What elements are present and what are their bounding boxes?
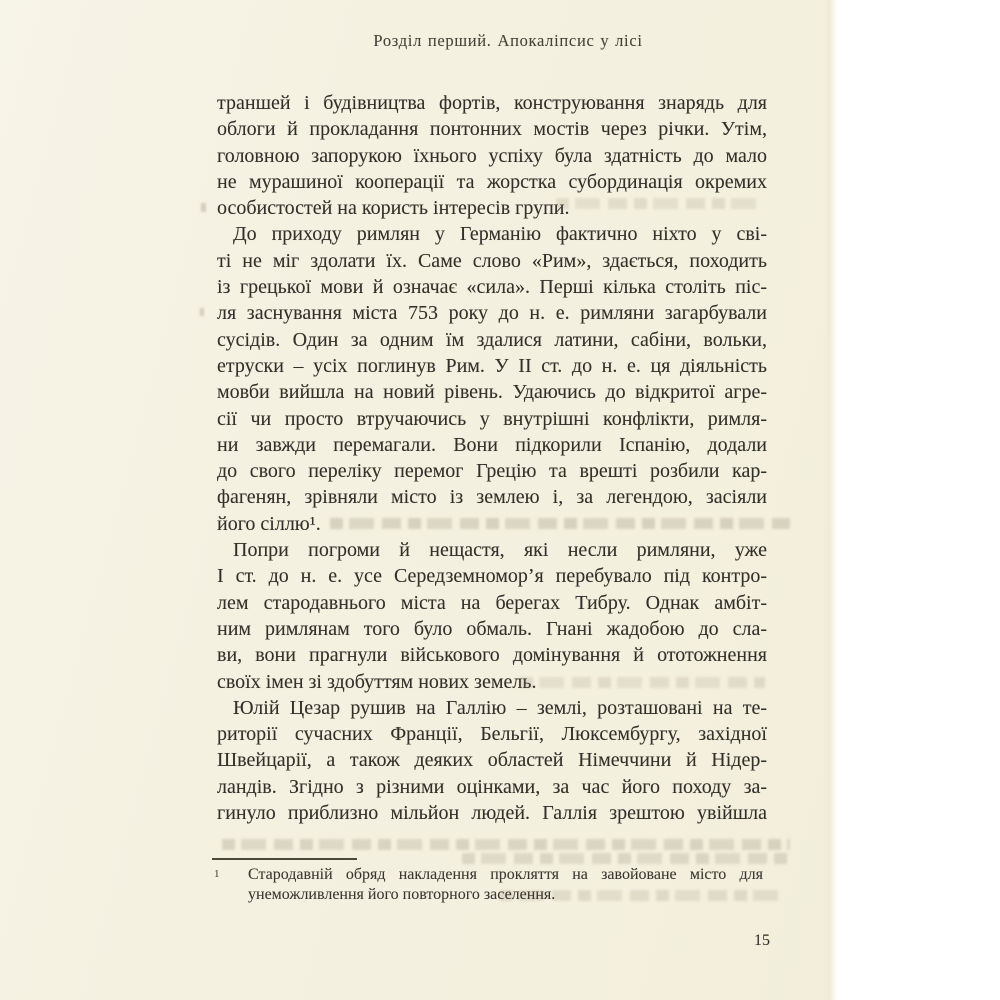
text-line: ті не міг здолати їх. Саме слово «Рим», здається, походить — [217, 249, 767, 272]
text-line: мовби вийшла на новий рівень. Удаючись до відкритої агре- — [217, 381, 767, 404]
text-line: траншей і будівництва фортів, конструювання знарядь для — [217, 92, 767, 114]
text-line: не мурашиної кооперації та жорстка субординація окремих — [217, 170, 767, 193]
text-line: облоги й прокладання понтонних мостів через річки. Утім, — [217, 118, 767, 141]
bleed-through — [556, 198, 764, 209]
text-line: особистостей на користь інтересів групи. — [217, 197, 570, 220]
text-line: Юлій Цезар рушив на Галлію – землі, розташовані на те- — [233, 696, 767, 719]
page-edge-shadow — [824, 0, 840, 1000]
text-line: лем стародавнього міста на берегах Тибру. Однак амбіт- — [217, 591, 767, 614]
text-line: ни завжди перемагали. Вони підкорили Іспанію, додали — [217, 433, 767, 456]
bleed-through — [520, 677, 765, 688]
chapter-running-head: Розділ перший. Апокаліпсис у лісі — [373, 31, 643, 50]
text-line: унеможливлення його повторного заселення. — [248, 885, 556, 903]
text-line: ландів. Згідно з різними оцінками, за час його походу за- — [217, 775, 767, 798]
bleed-through — [330, 518, 790, 529]
text-line: До приходу римлян у Германію фактично ніхто у сві- — [233, 223, 767, 246]
text-line: Швейцарії, а також деяких областей Німеччини й Нідер- — [217, 749, 767, 772]
text-line: Стародавній обряд накладення прокляття на завойоване місто для — [248, 866, 763, 883]
paragraph — [217, 695, 767, 826]
text-line: головною запорукою їхнього успіху була здатність до мало — [217, 144, 767, 167]
footnote-text — [248, 865, 763, 904]
text-line: етруски – усіх поглинув Рим. У II ст. до н. е. ця діяльність — [217, 354, 767, 377]
text-line: риторії сучасних Франції, Бельгії, Люксембургу, західної — [217, 723, 767, 746]
text-line: із грецької мови й означає «сила». Перші кілька століть піс- — [217, 276, 767, 299]
text-line: Попри погроми й нещастя, які несли римляни, уже — [233, 539, 767, 562]
footnote-marker: 1 — [214, 868, 220, 880]
text-line: ля заснування міста 753 року до н. е. римляни загарбували — [217, 302, 767, 325]
text-line: сії чи просто втручаючись у внутрішні конфлікти, римля- — [217, 407, 767, 430]
footnote-separator — [212, 858, 357, 860]
text-line: І ст. до н. е. усе Середземномор’я перебувало під контро- — [217, 565, 767, 588]
paragraph — [217, 221, 767, 537]
text-line: до свого переліку перемог Грецію та врешті розбили кар- — [217, 460, 767, 483]
margin-speck — [201, 203, 206, 212]
text-line: своїх імен зі здобуттям нових земель. — [217, 670, 537, 693]
bleed-through — [462, 853, 790, 864]
margin-speck — [200, 308, 204, 316]
paragraph — [217, 537, 767, 695]
text-line: фагенян, зрівняли місто із землею і, за легендою, засіяли — [217, 486, 767, 509]
text-line: ним римлянам того було обмаль. Гнані жадобою до сла- — [217, 617, 767, 640]
text-line: гинуло приблизно мільйон людей. Галлія зрештою увійшла — [217, 802, 767, 825]
text-line: його сіллю¹. — [217, 512, 321, 535]
bleed-through — [222, 839, 790, 850]
paragraph — [248, 865, 763, 904]
page-number: 15 — [754, 932, 770, 949]
text-line: сусідів. Один за одним їм здалися латини, сабіни, вольки, — [217, 328, 767, 351]
text-line: ви, вони прагнули військового домінування й ототожнення — [217, 644, 767, 667]
